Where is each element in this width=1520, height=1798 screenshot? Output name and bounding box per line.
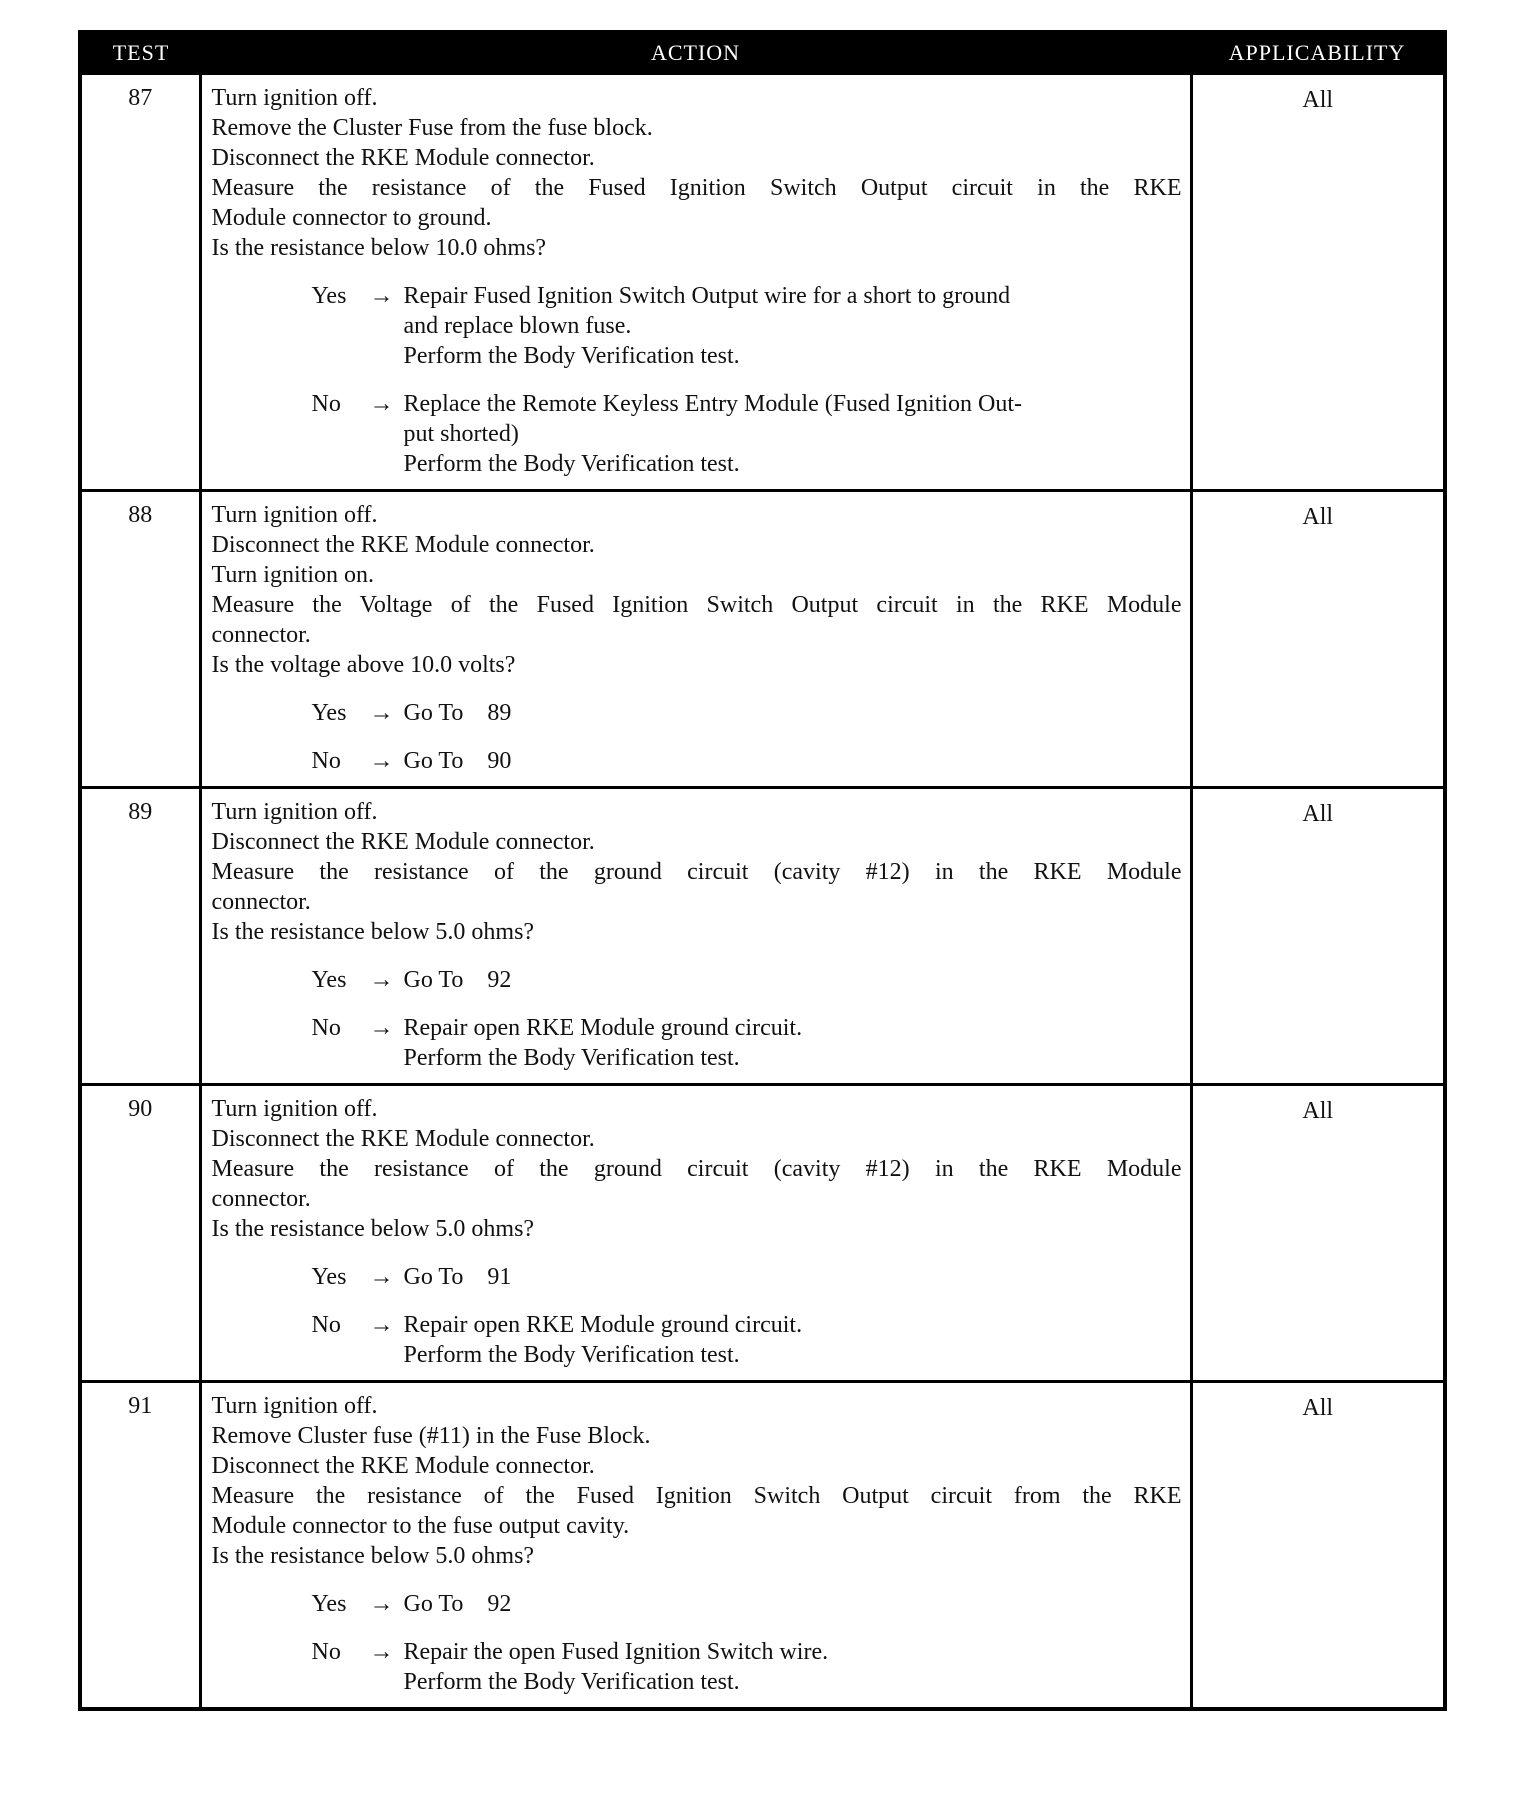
result-line: Repair open RKE Module ground circuit.	[403, 1312, 803, 1338]
action-step: connector.	[211, 622, 311, 648]
action-step: Turn ignition off.	[211, 85, 378, 111]
action-step: Turn ignition on.	[211, 562, 374, 588]
table-body	[80, 74, 1445, 1710]
right-arrow-icon: →	[369, 1264, 394, 1290]
action-step: Measure the resistance of the ground circuit (cavity #12) in the RKE Module	[211, 1156, 1182, 1182]
action-step: Is the voltage above 10.0 volts?	[211, 652, 516, 678]
applicability-value: All	[1191, 788, 1445, 1085]
yes-branch	[312, 965, 1182, 995]
applicability-value: All	[1191, 1382, 1445, 1710]
go-to-test-number: 90	[487, 748, 512, 774]
diagnostic-test-table	[78, 30, 1447, 1711]
result-line: Repair Fused Ignition Switch Output wire for a short to ground	[403, 283, 1011, 309]
action-cell	[200, 74, 1191, 491]
table-row	[80, 1382, 1445, 1710]
no-label: No	[311, 748, 341, 774]
action-step: Is the resistance below 10.0 ohms?	[211, 235, 547, 261]
action-step: Disconnect the RKE Module connector.	[211, 1453, 595, 1479]
action-step: Module connector to the fuse output cavity.	[211, 1513, 630, 1539]
result-line: Perform the Body Verification test.	[403, 343, 740, 369]
result-line: put shorted)	[403, 421, 519, 447]
no-label: No	[311, 1312, 341, 1338]
test-column-header: TEST	[80, 32, 200, 74]
right-arrow-icon: →	[369, 1591, 394, 1617]
action-step: Is the resistance below 5.0 ohms?	[211, 1216, 535, 1242]
no-branch	[312, 1013, 1182, 1073]
no-branch	[312, 389, 1182, 479]
go-to-label: Go To	[403, 1591, 464, 1617]
yes-label: Yes	[311, 1591, 347, 1617]
yes-branch	[312, 281, 1182, 371]
right-arrow-icon: →	[369, 748, 394, 774]
action-step: Remove the Cluster Fuse from the fuse block.	[211, 115, 653, 141]
go-to-label: Go To	[403, 1264, 464, 1290]
go-to-test-number: 92	[487, 1591, 512, 1617]
no-result	[404, 746, 1182, 776]
result-line: Perform the Body Verification test.	[403, 1045, 740, 1071]
table-header	[80, 32, 1445, 74]
action-step: Disconnect the RKE Module connector.	[211, 1126, 595, 1152]
action-cell	[200, 788, 1191, 1085]
action-step: Module connector to ground.	[211, 205, 492, 231]
yes-branch	[312, 1589, 1182, 1619]
no-result	[404, 1637, 1182, 1697]
test-number: 87	[80, 74, 200, 491]
go-to-test-number: 89	[487, 700, 512, 726]
go-to-test-number: 91	[487, 1264, 512, 1290]
no-result	[404, 1310, 1182, 1370]
right-arrow-icon: →	[369, 391, 394, 417]
yes-result	[404, 698, 1182, 728]
action-step: Turn ignition off.	[211, 1096, 378, 1122]
result-line: Perform the Body Verification test.	[403, 1342, 740, 1368]
applicability-column-header: APPLICABILITY	[1191, 32, 1445, 74]
result-line: Repair open RKE Module ground circuit.	[403, 1015, 803, 1041]
yes-result	[404, 1589, 1182, 1619]
table-row	[80, 788, 1445, 1085]
action-step: Turn ignition off.	[211, 502, 378, 528]
go-to-label: Go To	[403, 700, 464, 726]
action-step: Is the resistance below 5.0 ohms?	[211, 919, 535, 945]
yes-label: Yes	[311, 1264, 347, 1290]
right-arrow-icon: →	[369, 700, 394, 726]
test-number: 88	[80, 491, 200, 788]
table-row	[80, 74, 1445, 491]
test-number: 89	[80, 788, 200, 1085]
go-to-test-number: 92	[487, 967, 512, 993]
yes-result	[404, 281, 1182, 371]
right-arrow-icon: →	[369, 967, 394, 993]
applicability-value: All	[1191, 74, 1445, 491]
action-step: Measure the resistance of the ground circuit (cavity #12) in the RKE Module	[211, 859, 1182, 885]
applicability-value: All	[1191, 1085, 1445, 1382]
action-step: Turn ignition off.	[211, 1393, 378, 1419]
right-arrow-icon: →	[369, 1312, 394, 1338]
action-cell	[200, 491, 1191, 788]
action-step: Disconnect the RKE Module connector.	[211, 145, 595, 171]
right-arrow-icon: →	[369, 1015, 394, 1041]
action-step: Disconnect the RKE Module connector.	[211, 532, 595, 558]
no-result	[404, 389, 1182, 479]
right-arrow-icon: →	[369, 1639, 394, 1665]
table-row	[80, 491, 1445, 788]
result-line: and replace blown fuse.	[403, 313, 632, 339]
action-step: connector.	[211, 1186, 311, 1212]
action-step: Measure the resistance of the Fused Ignition Switch Output circuit from the RKE	[211, 1483, 1182, 1509]
no-branch	[312, 746, 1182, 776]
go-to-label: Go To	[403, 748, 464, 774]
no-branch	[312, 1310, 1182, 1370]
yes-label: Yes	[311, 967, 347, 993]
action-step: Measure the Voltage of the Fused Ignition Switch Output circuit in the RKE Module	[211, 592, 1182, 618]
yes-result	[404, 1262, 1182, 1292]
go-to-label: Go To	[403, 967, 464, 993]
table-row	[80, 1085, 1445, 1382]
yes-label: Yes	[311, 283, 347, 309]
yes-branch	[312, 698, 1182, 728]
action-step: Disconnect the RKE Module connector.	[211, 829, 595, 855]
yes-result	[404, 965, 1182, 995]
no-branch	[312, 1637, 1182, 1697]
action-cell	[200, 1085, 1191, 1382]
action-step: connector.	[211, 889, 311, 915]
no-label: No	[311, 391, 341, 417]
right-arrow-icon: →	[369, 283, 394, 309]
action-step: Is the resistance below 5.0 ohms?	[211, 1543, 535, 1569]
result-line: Replace the Remote Keyless Entry Module (Fused Ignition Out-	[403, 391, 1023, 417]
no-label: No	[311, 1015, 341, 1041]
test-number: 90	[80, 1085, 200, 1382]
test-number: 91	[80, 1382, 200, 1710]
result-line: Repair the open Fused Ignition Switch wire.	[403, 1639, 829, 1665]
result-line: Perform the Body Verification test.	[403, 451, 740, 477]
action-cell	[200, 1382, 1191, 1710]
result-line: Perform the Body Verification test.	[403, 1669, 740, 1695]
yes-label: Yes	[311, 700, 347, 726]
no-label: No	[311, 1639, 341, 1665]
action-column-header: ACTION	[200, 32, 1191, 74]
yes-branch	[312, 1262, 1182, 1292]
action-step: Remove Cluster fuse (#11) in the Fuse Block.	[211, 1423, 651, 1449]
action-step: Turn ignition off.	[211, 799, 378, 825]
applicability-value: All	[1191, 491, 1445, 788]
action-step: Measure the resistance of the Fused Ignition Switch Output circuit in the RKE	[211, 175, 1182, 201]
no-result	[404, 1013, 1182, 1073]
